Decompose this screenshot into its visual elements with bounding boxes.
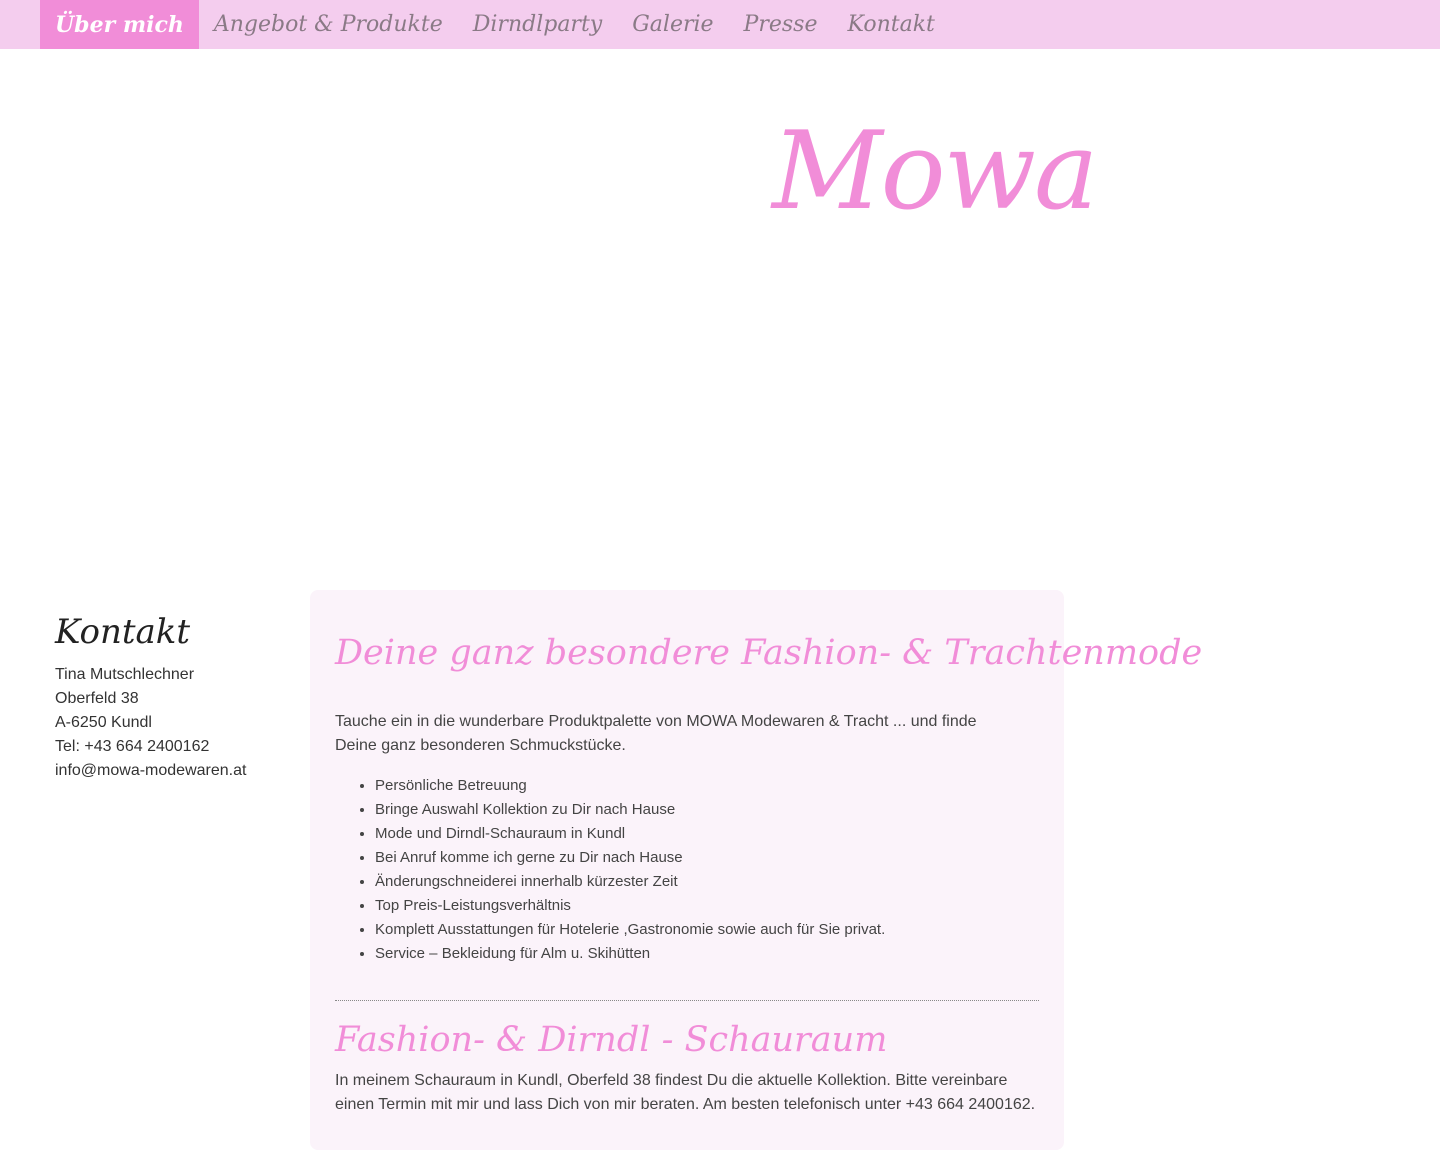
feature-list bbox=[335, 774, 1039, 966]
section-divider bbox=[335, 1000, 1039, 1001]
contact-city: A-6250 Kundl bbox=[55, 713, 152, 731]
showroom-paragraph: In meinem Schauraum in Kundl, Oberfeld 38 findest Du die aktuelle Kollektion. Bitte vereinbare einen Termin mit mir und lass Dich von mir beraten. Am besten telefonisch unter +43 664 2400162. bbox=[335, 1072, 1036, 1113]
contact-sidebar bbox=[55, 612, 295, 783]
contact-name: Tina Mutschlechner bbox=[55, 665, 195, 683]
nav-menu bbox=[40, 0, 950, 49]
main-heading: Deine ganz besondere Fashion- & Trachtenmode bbox=[335, 633, 1203, 673]
content-card bbox=[310, 590, 1203, 1150]
intro-paragraph: Tauche ein in die wunderbare Produktpalette von MOWA Modewaren & Tracht ... und finde Deine ganz besonderen Schmuckstücke. bbox=[335, 713, 977, 754]
contact-street: Oberfeld 38 bbox=[55, 689, 139, 707]
feature-item: • Bei Anruf komme ich gerne zu Dir nach Hause bbox=[375, 846, 1039, 870]
feature-item: • Mode und Dirndl-Schauraum in Kundl bbox=[375, 822, 1039, 846]
content-inner bbox=[335, 590, 1203, 1117]
nav-item-ueber-mich[interactable]: Über mich bbox=[40, 0, 199, 49]
contact-email: info@mowa-modewaren.at bbox=[55, 761, 247, 779]
nav-item-dirndlparty[interactable]: Dirndlparty bbox=[472, 12, 603, 37]
feature-item: • Service – Bekleidung für Alm u. Skihütten bbox=[375, 942, 1039, 966]
contact-phone: Tel: +43 664 2400162 bbox=[55, 737, 210, 755]
feature-item: • Top Preis-Leistungsverhältnis bbox=[375, 894, 1039, 918]
sidebar-title: Kontakt bbox=[55, 612, 191, 652]
site-logo[interactable]: Mowa bbox=[772, 109, 1097, 234]
feature-item: • Komplett Ausstattungen für Hotelerie ,Gastronomie sowie auch für Sie privat. bbox=[375, 918, 1039, 942]
nav-item-galerie[interactable]: Galerie bbox=[632, 12, 714, 37]
top-navigation bbox=[0, 0, 1440, 49]
nav-item-presse[interactable]: Presse bbox=[743, 12, 818, 37]
nav-item-angebot-produkte[interactable]: Angebot & Produkte bbox=[213, 12, 443, 37]
feature-item: • Bringe Auswahl Kollektion zu Dir nach Hause bbox=[375, 798, 1039, 822]
nav-item-kontakt[interactable]: Kontakt bbox=[847, 12, 935, 37]
showroom-heading: Fashion- & Dirndl - Schauraum bbox=[335, 1020, 888, 1060]
feature-item: • Änderungschneiderei innerhalb kürzester Zeit bbox=[375, 870, 1039, 894]
feature-item: • Persönliche Betreuung bbox=[375, 774, 1039, 798]
